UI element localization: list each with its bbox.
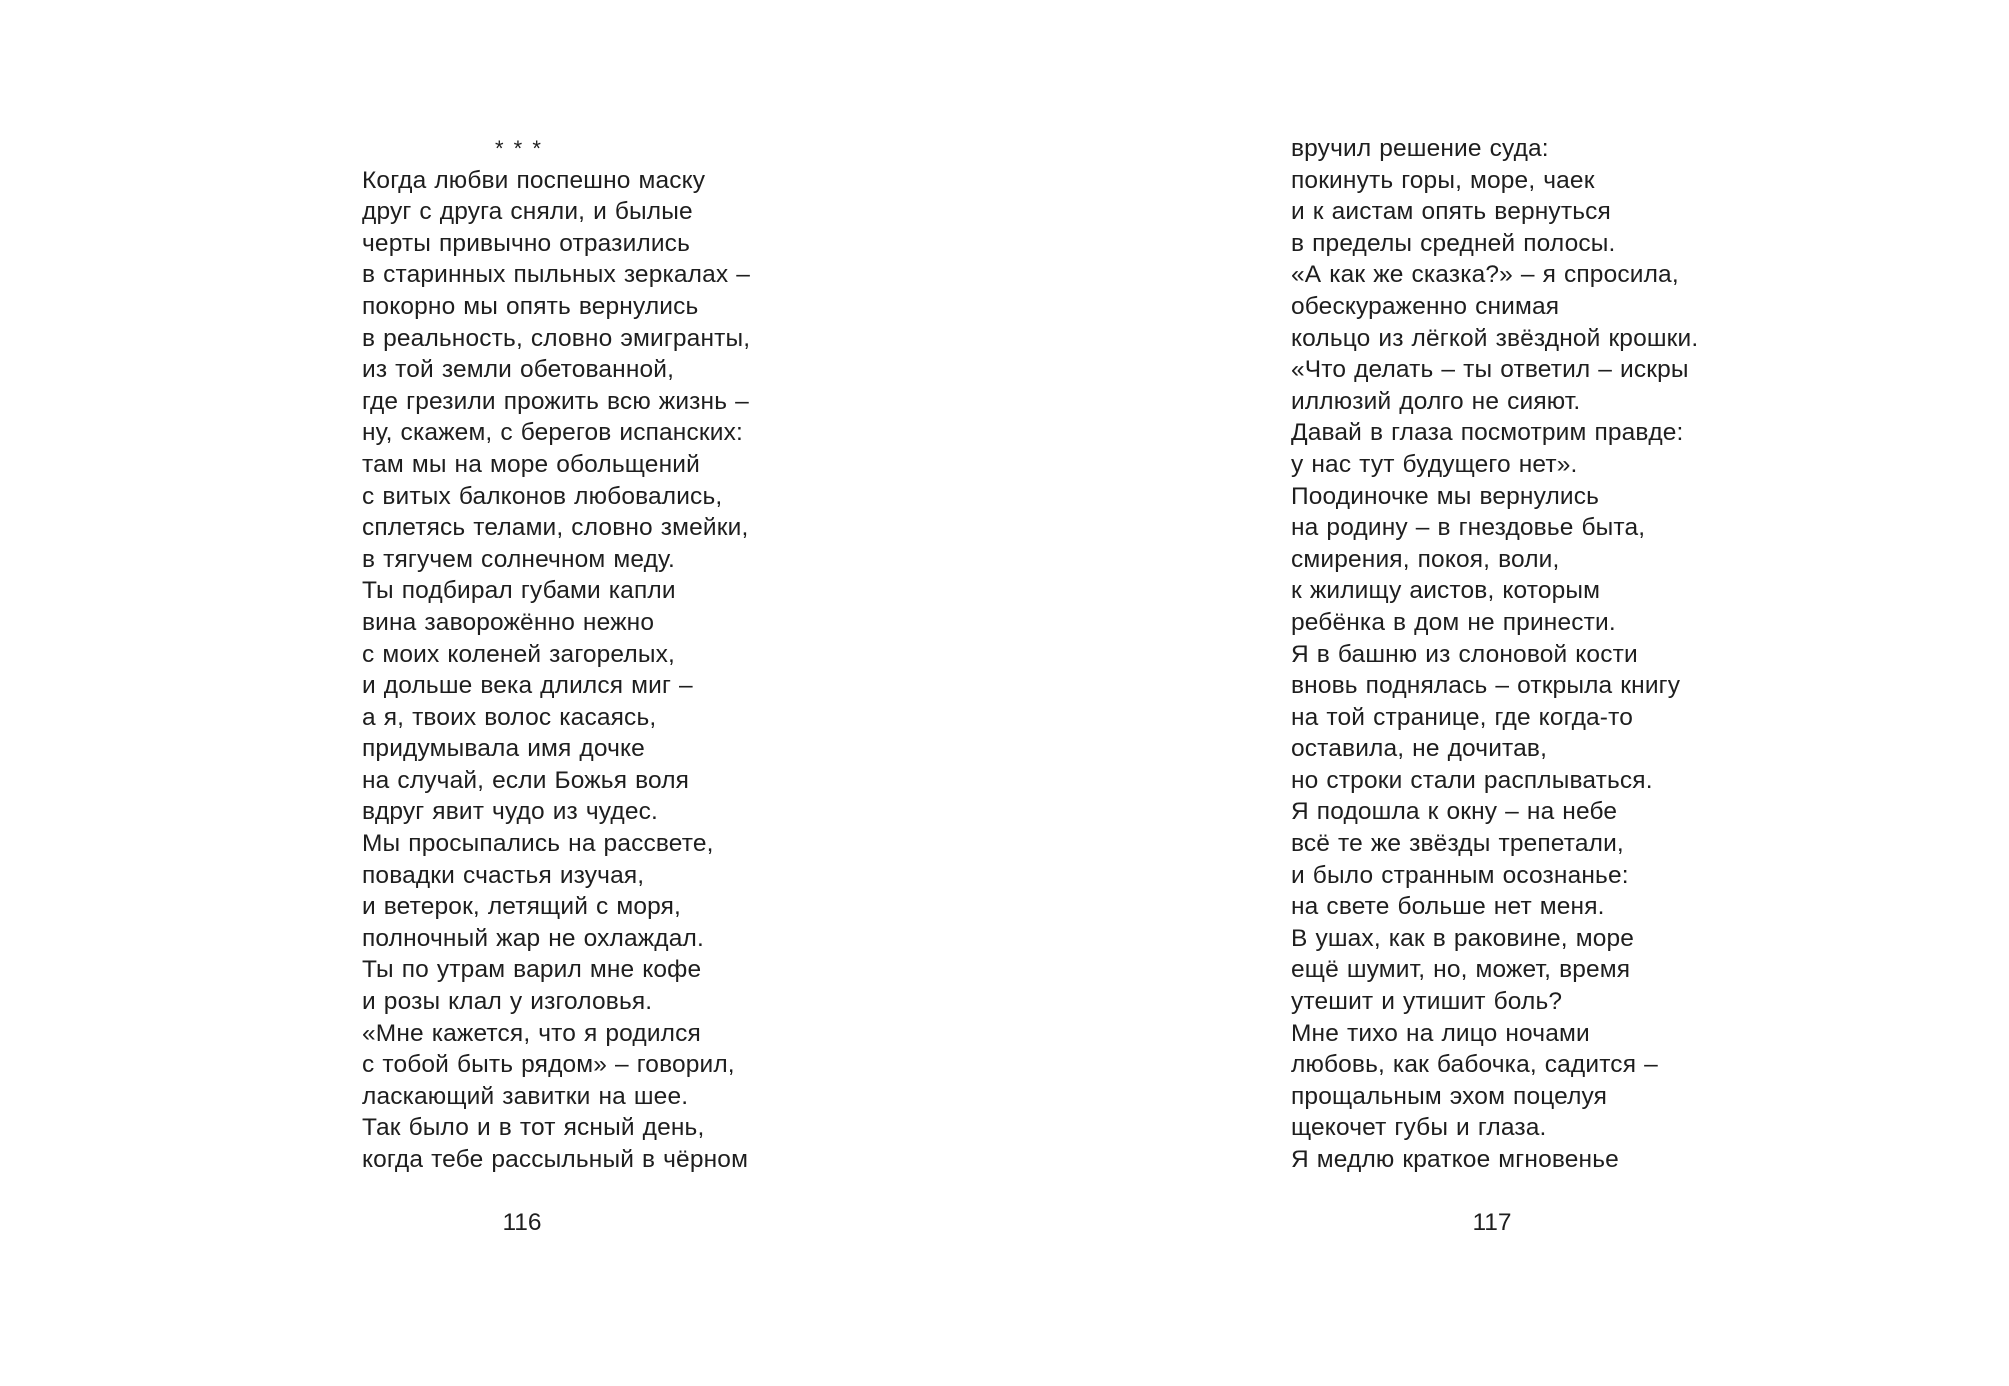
poem-line: Я в башню из слоновой кости	[1291, 640, 1638, 668]
poem-line: Когда любви поспешно маску	[362, 166, 706, 194]
poem-line: на родину – в гнездовье быта,	[1291, 514, 1646, 542]
poem-line: из той земли обетованной,	[362, 356, 675, 384]
right-page	[1004, 0, 2009, 1386]
poem-line: с тобой быть рядом» – говорил,	[362, 1051, 735, 1079]
poem-line: придумывала имя дочке	[362, 735, 645, 763]
poem-line: Я медлю краткое мгновенье	[1291, 1146, 1619, 1173]
poem-line: Мы просыпались на рассвете,	[362, 830, 714, 858]
poem-line: Ты подбирал губами капли	[362, 577, 676, 605]
poem-line: щекочет губы и глаза.	[1291, 1114, 1547, 1142]
poem-line: Поодиночке мы вернулись	[1291, 482, 1600, 510]
poem-line: ласкающий завитки на шее.	[362, 1082, 689, 1110]
page-number-right: 117	[1472, 1209, 1512, 1236]
poem-line: смирения, покоя, воли,	[1291, 545, 1560, 573]
poem-line: покорно мы опять вернулись	[362, 292, 699, 320]
poem-line: в реальность, словно эмигранты,	[362, 324, 751, 352]
poem-line: а я, твоих волос касаясь,	[362, 703, 657, 731]
poem-line: на случай, если Божья воля	[362, 766, 690, 794]
poem-line: покинуть горы, море, чаек	[1291, 166, 1595, 194]
poem-line: Ты по утрам варил мне кофе	[362, 956, 702, 984]
poem-line: к жилищу аистов, которым	[1291, 577, 1601, 605]
poem-line: на той странице, где когда-то	[1291, 703, 1633, 731]
poem-text-right	[1291, 133, 1698, 1176]
poem-text-left	[362, 133, 750, 1176]
poem-line: «Мне кажется, что я родился	[362, 1019, 701, 1047]
poem-line: там мы на море обольщений	[362, 450, 700, 478]
poem-line: иллюзий долго не сияют.	[1291, 387, 1581, 415]
poem-line: вручил решение суда:	[1291, 135, 1549, 162]
poem-line: у нас тут будущего нет».	[1291, 450, 1578, 478]
poem-line: «Что делать – ты ответил – искры	[1291, 356, 1689, 384]
poem-line: кольцо из лёгкой звёздной крошки.	[1291, 324, 1699, 352]
poem-line: в старинных пыльных зеркалах –	[362, 261, 751, 289]
poem-line: любовь, как бабочка, садится –	[1291, 1051, 1658, 1079]
poem-line: сплетясь телами, словно змейки,	[362, 514, 749, 542]
poem-line: вновь поднялась – открыла книгу	[1291, 672, 1681, 700]
poem-line: ну, скажем, с берегов испанских:	[362, 419, 743, 447]
poem-line: в тягучем солнечном меду.	[362, 545, 675, 573]
poem-line: утешит и утишит боль?	[1291, 988, 1563, 1016]
page-number-left: 116	[502, 1209, 542, 1236]
poem-line: Давай в глаза посмотрим правде:	[1291, 419, 1684, 447]
poem-line: в пределы средней полосы.	[1291, 229, 1616, 257]
poem-line: когда тебе рассыльный в чёрном	[362, 1146, 749, 1173]
poem-line: «А как же сказка?» – я спросила,	[1291, 261, 1679, 289]
poem-line: и было странным осознанье:	[1291, 861, 1629, 889]
poem-line: Мне тихо на лицо ночами	[1291, 1019, 1590, 1047]
poem-line: Я подошла к окну – на небе	[1291, 798, 1618, 826]
poem-line: но строки стали расплываться.	[1291, 766, 1653, 794]
poem-line: полночный жар не охлаждал.	[362, 924, 704, 952]
poem-line: друг с друга сняли, и былые	[362, 198, 693, 226]
poem-line: вдруг явит чудо из чудес.	[362, 798, 658, 826]
poem-line: на свете больше нет меня.	[1291, 893, 1605, 921]
left-page	[0, 0, 1004, 1386]
poem-line: черты привычно отразились	[362, 229, 690, 257]
poem-line: Так было и в тот ясный день,	[362, 1114, 705, 1142]
poem-line: и ветерок, летящий с моря,	[362, 893, 681, 921]
poem-line: В ушах, как в раковине, море	[1291, 924, 1635, 952]
poem-line: ребёнка в дом не принести.	[1291, 608, 1616, 636]
poem-line: оставила, не дочитав,	[1291, 735, 1548, 763]
poem-line: с моих коленей загорелых,	[362, 640, 675, 668]
poem-line: повадки счастья изучая,	[362, 861, 645, 889]
poem-line: ещё шумит, но, может, время	[1291, 956, 1631, 984]
section-break-asterisks: * * *	[495, 136, 543, 161]
poem-line: всё те же звёзды трепетали,	[1291, 830, 1624, 858]
poem-line: прощальным эхом поцелуя	[1291, 1082, 1608, 1110]
poem-line: с витых балконов любовались,	[362, 482, 723, 510]
poem-line: и к аистам опять вернуться	[1291, 198, 1611, 226]
poem-line: и розы клал у изголовья.	[362, 988, 653, 1016]
poem-line: где грезили прожить всю жизнь –	[362, 387, 749, 415]
poem-line: вина заворожённо нежно	[362, 608, 655, 636]
poem-line: обескураженно снимая	[1291, 292, 1560, 320]
poem-line: и дольше века длился миг –	[362, 672, 693, 700]
